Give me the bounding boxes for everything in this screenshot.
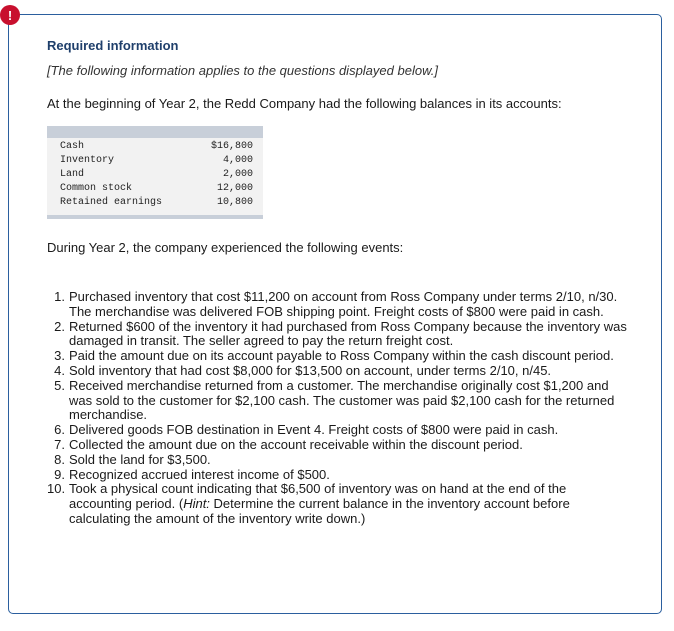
- hint-label: Hint:: [183, 496, 210, 512]
- account-amount: 10,800: [216, 197, 253, 208]
- event-number: 4.: [54, 362, 65, 378]
- event-number: 1.: [54, 289, 65, 304]
- account-amount: 2,000: [222, 169, 253, 180]
- section-title: Required information: [47, 38, 179, 53]
- event-number: 3.: [54, 348, 65, 364]
- event-text-part: Determine the current balance in the inventory account before calculating the amount of the inventory write down.): [69, 496, 570, 526]
- balance-row: [47, 196, 263, 210]
- event-item: [47, 364, 627, 379]
- event-item: [47, 438, 627, 453]
- info-note: [The following information applies to the questions displayed below.]: [47, 63, 438, 78]
- event-number: 10.: [47, 481, 66, 497]
- event-item: [47, 349, 627, 364]
- event-number: 2.: [54, 318, 65, 334]
- balance-row: [47, 154, 263, 168]
- event-text: Returned $600 of the inventory it had purchased from Ross Company because the inventory was damaged in transit. The seller agreed to pay the return freight cost.: [69, 318, 627, 349]
- events-list: [47, 290, 627, 527]
- event-item: [47, 482, 627, 526]
- event-item: [47, 453, 627, 468]
- balances-table: [47, 126, 263, 219]
- balance-row: [47, 140, 263, 154]
- event-number: 5.: [54, 377, 65, 393]
- event-text: Collected the amount due on the account receivable within the discount period.: [69, 436, 523, 452]
- alert-icon: !: [0, 5, 20, 25]
- intro-text: At the beginning of Year 2, the Redd Company had the following balances in its accounts:: [47, 96, 562, 111]
- event-text: [69, 482, 627, 526]
- account-amount: $16,800: [210, 141, 253, 152]
- event-number: 9.: [54, 466, 65, 482]
- balance-row: [47, 182, 263, 196]
- event-text-part: Took a physical count indicating that $6,500 of inventory was on hand at the end of the accounting period. (: [69, 481, 567, 512]
- event-item: [47, 290, 627, 320]
- event-item: [47, 379, 627, 423]
- account-amount: 12,000: [216, 183, 253, 194]
- event-number: 6.: [54, 422, 65, 438]
- event-text: Paid the amount due on its account payable to Ross Company within the cash discount period.: [69, 348, 614, 364]
- event-number: 7.: [54, 436, 65, 452]
- events-intro: During Year 2, the company experienced the following events:: [47, 240, 404, 255]
- event-text: Sold the land for $3,500.: [69, 451, 211, 467]
- account-name: Land: [60, 169, 85, 180]
- account-name: Retained earnings: [60, 197, 163, 208]
- event-text: Sold inventory that had cost $8,000 for $13,500 on account, under terms 2/10, n/45.: [69, 362, 552, 378]
- event-number: 8.: [54, 451, 65, 467]
- event-text: Delivered goods FOB destination in Event 4. Freight costs of $800 were paid in cash.: [69, 422, 559, 438]
- account-name: Common stock: [60, 183, 133, 194]
- event-item: [47, 423, 627, 438]
- account-amount: 4,000: [222, 155, 253, 166]
- event-text: Received merchandise returned from a customer. The merchandise originally cost $1,200 and was sold to the customer for $2,100 cash. The customer was paid $2,100 cash for the returned merchandise.: [69, 377, 615, 423]
- event-text: Recognized accrued interest income of $500.: [69, 466, 330, 482]
- event-item: [47, 320, 627, 350]
- event-item: [47, 468, 627, 483]
- account-name: Inventory: [60, 155, 115, 166]
- account-name: Cash: [60, 141, 85, 152]
- event-text: Purchased inventory that cost $11,200 on account from Ross Company under terms 2/10, n/30. The merchandise was delivered FOB shipping point. Freight costs of $800 were paid in cash.: [69, 289, 618, 319]
- balance-row: [47, 168, 263, 182]
